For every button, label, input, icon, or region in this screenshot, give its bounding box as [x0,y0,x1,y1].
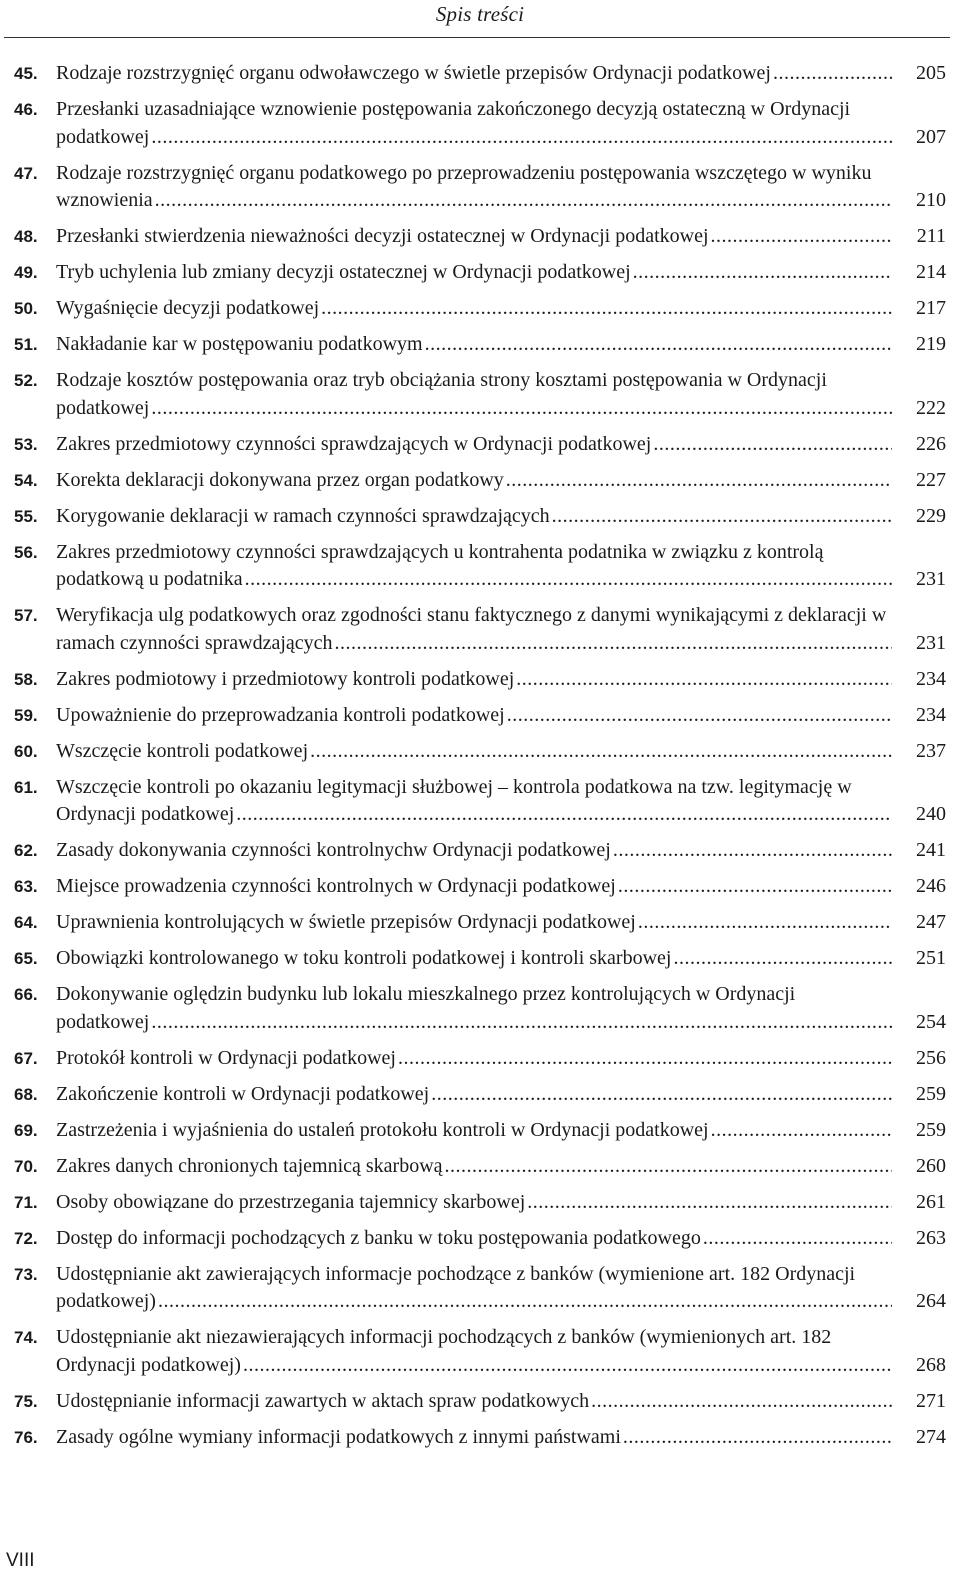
toc-entry-number: 63. [14,877,38,896]
toc-entry-title: Obowiązki kontrolowanego w toku kontroli podatkowej i kontroli skarbowej ..... [56,947,671,969]
toc-entry-number: 68. [14,1084,38,1104]
toc-entry-body [56,60,892,88]
toc-entry[interactable] [14,1189,946,1217]
toc-entry-title: Osoby obowiązane do przestrzegania tajemnicy skarbowej ..... [56,1191,525,1213]
toc-entry-body [56,431,892,459]
toc-entry-body [56,702,892,730]
toc-entry-body [56,367,892,422]
page-number: VIII [6,1550,35,1571]
toc-entry-body [56,774,892,829]
toc-entry-title: Zakres przedmiotowy czynności sprawdzających w Ordynacji podatkowej ..... [56,433,651,455]
entry-spacer [14,1144,946,1153]
toc-entry-title: Rodzaje kosztów postępowania oraz tryb obciążania strony kosztami postępowania w Ordynacji podatkowej ..... [56,369,827,419]
toc-entry-number: 56. [14,542,38,562]
toc-entry-page: 274 [892,1424,946,1452]
toc-entry-title: Zasady ogólne wymiany informacji podatkowych z innymi państwami ..... [56,1426,621,1448]
toc-entry-title: Miejsce prowadzenia czynności kontrolnych w Ordynacji podatkowej ..... [56,875,616,897]
entry-spacer [14,151,946,160]
entry-spacer [14,865,946,874]
toc-entry[interactable] [14,1424,946,1452]
entry-spacer [14,422,946,431]
toc-entry-body [56,1117,892,1145]
toc-entry-body [56,295,892,323]
entry-spacer [14,1252,946,1261]
entry-spacer [14,657,946,666]
toc-entry-body [56,602,892,657]
toc-entry-title: Zasady dokonywania czynności kontrolnychw Ordynacji podatkowej ..... [56,839,611,861]
toc-entry-page: 226 [892,431,946,459]
toc-entry[interactable] [14,295,946,323]
toc-entry-number: 60. [14,741,38,761]
toc-entry-page: 251 [892,945,946,973]
toc-entry-body [56,1388,892,1416]
toc-entry-body [56,160,892,215]
entry-spacer [14,829,946,838]
toc-entry-page: 260 [892,1153,946,1181]
toc-entry[interactable] [14,1324,946,1379]
toc-entry[interactable] [14,666,946,694]
toc-entry-title: Wszczęcie kontroli po okazaniu legitymacji służbowej – kontrola podatkowa na tzw. legitymację w Ordynacji podatkowej ..... [56,776,852,826]
toc-entry-page: 259 [892,1081,946,1109]
toc-entry-body [56,223,892,251]
toc-entry[interactable] [14,367,946,422]
toc-entry-number: 71. [14,1192,38,1212]
toc-entry[interactable] [14,1388,946,1416]
toc-entry-number: 61. [14,777,38,797]
toc-entry-title: Uprawnienia kontrolujących w świetle przepisów Ordynacji podatkowej ..... [56,911,636,933]
toc-entry-title: Przesłanki uzasadniające wznowienie postępowania zakończonego decyzją ostateczną w Ordynacji podatkowej ..... [56,98,850,148]
toc-entry-number: 50. [14,299,38,318]
toc-entry-page: 222 [892,395,946,423]
toc-entry-page: 229 [892,503,946,531]
toc-entry-number: 45. [14,64,38,83]
toc-entry-page: 264 [892,1288,946,1316]
toc-entry-number: 65. [14,949,38,968]
toc-entry[interactable] [14,1081,946,1109]
toc-entry[interactable] [14,1153,946,1181]
toc-entry-title: Korekta deklaracji dokonywana przez organ podatkowy ..... [56,469,504,491]
entry-spacer [14,1316,946,1325]
toc-entry-page: 207 [892,124,946,152]
toc-entry-number: 49. [14,263,38,282]
toc-entry[interactable] [14,1045,946,1073]
toc-entry-page: 261 [892,1189,946,1217]
toc-entry-page: 234 [892,666,946,694]
entry-spacer [14,594,946,603]
toc-entry-page: 231 [892,566,946,594]
toc-entry[interactable] [14,539,946,594]
entry-spacer [14,973,946,982]
toc-entry-title: Weryfikacja ulg podatkowych oraz zgodności stanu faktycznego z danymi wynikającymi z deklaracji w ramach czynności sprawdzających ..... [56,604,886,654]
toc-entry-title: Wygaśnięcie decyzji podatkowej ..... [56,297,319,319]
toc-entry[interactable] [14,259,946,287]
toc-entry-body [56,467,892,495]
toc-entry-page: 263 [892,1225,946,1253]
toc-entry-number: 53. [14,434,38,454]
toc-entry-title: Rodzaje rozstrzygnięć organu podatkowego po przeprowadzeniu postępowania wszczętego w wyniku wznowienia ..... [56,162,871,212]
toc-entry[interactable] [14,702,946,730]
toc-entry-page: 205 [892,60,946,88]
toc-entry-page: 231 [892,630,946,658]
toc-entry-title: Udostępnianie akt niezawierających informacji pochodzących z banków (wymienionych art. 182 Ordynacji podatkowej) ..... [56,1326,831,1376]
entry-spacer [14,765,946,774]
toc-entry-body [56,837,892,865]
toc-entry-number: 74. [14,1328,38,1347]
toc-entry-body [56,539,892,594]
toc-entry-page: 241 [892,837,946,865]
header-rule [4,37,950,38]
toc-entry-title: Tryb uchylenia lub zmiany decyzji ostatecznej w Ordynacji podatkowej ..... [56,261,631,283]
entry-spacer [14,1379,946,1388]
table-of-contents [14,60,946,1451]
toc-entry-page: 237 [892,738,946,766]
toc-entry-page: 211 [892,223,946,251]
toc-entry-body [56,981,892,1036]
toc-entry[interactable] [14,837,946,865]
toc-entry-page: 227 [892,467,946,495]
toc-entry-body [56,1324,892,1379]
toc-entry-title: Przesłanki stwierdzenia nieważności decyzji ostatecznej w Ordynacji podatkowej ..... [56,225,709,247]
entry-spacer [14,1036,946,1045]
toc-entry-title: Dostęp do informacji pochodzących z banku w toku postępowania podatkowego ..... [56,1227,701,1249]
toc-entry-page: 240 [892,801,946,829]
toc-entry-page: 268 [892,1352,946,1380]
toc-entry[interactable] [14,503,946,531]
toc-entry-page: 217 [892,295,946,323]
toc-entry-number: 51. [14,335,38,354]
toc-entry-title: Udostępnianie akt zawierających informacje pochodzące z banków (wymienione art. 182 Ordynacji podatkowej) ..... [56,1263,855,1313]
toc-entry-body [56,1424,892,1452]
toc-entry-body [56,909,892,937]
toc-entry-title: Upoważnienie do przeprowadzania kontroli podatkowej ..... [56,704,505,726]
toc-entry-number: 70. [14,1156,38,1176]
toc-entry-title: Protokół kontroli w Ordynacji podatkowej ..... [56,1047,396,1069]
toc-entry-page: 234 [892,702,946,730]
toc-entry-title: Zakres przedmiotowy czynności sprawdzających u kontrahenta podatnika w związku z kontrolą podatkową u podatnika ..... [56,541,824,591]
entry-spacer [14,215,946,224]
toc-entry-number: 47. [14,163,38,183]
toc-entry-title: Zakres danych chronionych tajemnicą skarbową ..... [56,1155,443,1177]
entry-spacer [14,251,946,260]
toc-entry-number: 57. [14,606,38,625]
toc-entry-number: 54. [14,470,38,490]
toc-entry-title: Dokonywanie oględzin budynku lub lokalu mieszkalnego przez kontrolujących w Ordynacji podatkowej ..... [56,983,795,1033]
toc-entry[interactable] [14,160,946,215]
toc-entry-body [56,1045,892,1073]
toc-entry[interactable] [14,1117,946,1145]
toc-entry-title: Nakładanie kar w postępowaniu podatkowym ..... [56,333,423,355]
toc-entry-title: Korygowanie deklaracji w ramach czynności sprawdzających ..... [56,505,550,527]
toc-entry[interactable] [14,467,946,495]
toc-entry-body [56,738,892,766]
toc-entry-number: 52. [14,371,38,390]
toc-entry-number: 76. [14,1427,38,1447]
toc-entry-page: 259 [892,1117,946,1145]
toc-entry[interactable] [14,1261,946,1316]
toc-entry-number: 72. [14,1228,38,1248]
toc-entry-page: 214 [892,259,946,287]
entry-spacer [14,1180,946,1189]
toc-entry[interactable] [14,431,946,459]
entry-spacer [14,693,946,702]
toc-entry[interactable] [14,223,946,251]
toc-entry-title: Udostępnianie informacji zawartych w aktach spraw podatkowych ..... [56,1390,589,1412]
toc-entry-page: 256 [892,1045,946,1073]
toc-entry[interactable] [14,873,946,901]
toc-entry-body [56,259,892,287]
toc-entry-body [56,1225,892,1253]
toc-entry-body [56,666,892,694]
toc-entry[interactable] [14,945,946,973]
entry-spacer [14,359,946,368]
entry-spacer [14,937,946,946]
toc-entry-title: Wszczęcie kontroli podatkowej ..... [56,740,308,762]
toc-entry-number: 67. [14,1048,38,1068]
entry-spacer [14,530,946,539]
toc-entry[interactable] [14,602,946,657]
toc-entry-page: 271 [892,1388,946,1416]
entry-spacer [14,1415,946,1424]
toc-entry-number: 69. [14,1120,38,1140]
toc-entry-number: 46. [14,100,38,119]
toc-entry-number: 55. [14,506,38,526]
toc-entry-number: 59. [14,705,38,725]
toc-entry-page: 210 [892,187,946,215]
toc-entry-page: 219 [892,331,946,359]
toc-entry-page: 246 [892,873,946,901]
entry-spacer [14,1072,946,1081]
toc-entry-body [56,873,892,901]
toc-entry-number: 73. [14,1264,38,1284]
toc-entry-body [56,503,892,531]
toc-entry-title: Zakończenie kontroli w Ordynacji podatkowej ..... [56,1083,429,1105]
entry-spacer [14,729,946,738]
toc-entry-number: 75. [14,1391,38,1411]
toc-entry-title: Rodzaje rozstrzygnięć organu odwoławczego w świetle przepisów Ordynacji podatkowej ..... [56,62,771,84]
toc-entry-body [56,1153,892,1181]
toc-entry-number: 64. [14,913,38,932]
toc-entry-body [56,945,892,973]
running-header [0,0,960,38]
toc-entry-body [56,1081,892,1109]
header-title: Spis treści [435,2,525,26]
toc-entry-number: 62. [14,841,38,860]
toc-entry-number: 66. [14,985,38,1004]
toc-entry-title: Zastrzeżenia i wyjaśnienia do ustaleń protokołu kontroli w Ordynacji podatkowej ..... [56,1119,709,1141]
toc-entry[interactable] [14,738,946,766]
toc-entry-body [56,331,892,359]
toc-entry[interactable] [14,1225,946,1253]
entry-spacer [14,458,946,467]
toc-entry[interactable] [14,981,946,1036]
toc-entry[interactable] [14,331,946,359]
toc-entry-body [56,1189,892,1217]
toc-entry-body [56,1261,892,1316]
toc-entry-body [56,96,892,151]
toc-entry-title: Zakres podmiotowy i przedmiotowy kontroli podatkowej ..... [56,668,514,690]
entry-spacer [14,1216,946,1225]
toc-entry-number: 48. [14,227,38,246]
entry-spacer [14,901,946,910]
entry-spacer [14,323,946,332]
toc-entry[interactable] [14,96,946,151]
entry-spacer [14,287,946,296]
entry-spacer [14,494,946,503]
toc-entry-number: 58. [14,669,38,689]
toc-entry[interactable] [14,774,946,829]
toc-entry[interactable] [14,60,946,88]
toc-entry-page: 247 [892,909,946,937]
entry-spacer [14,1108,946,1117]
entry-spacer [14,88,946,97]
toc-entry-page: 254 [892,1009,946,1037]
toc-entry[interactable] [14,909,946,937]
